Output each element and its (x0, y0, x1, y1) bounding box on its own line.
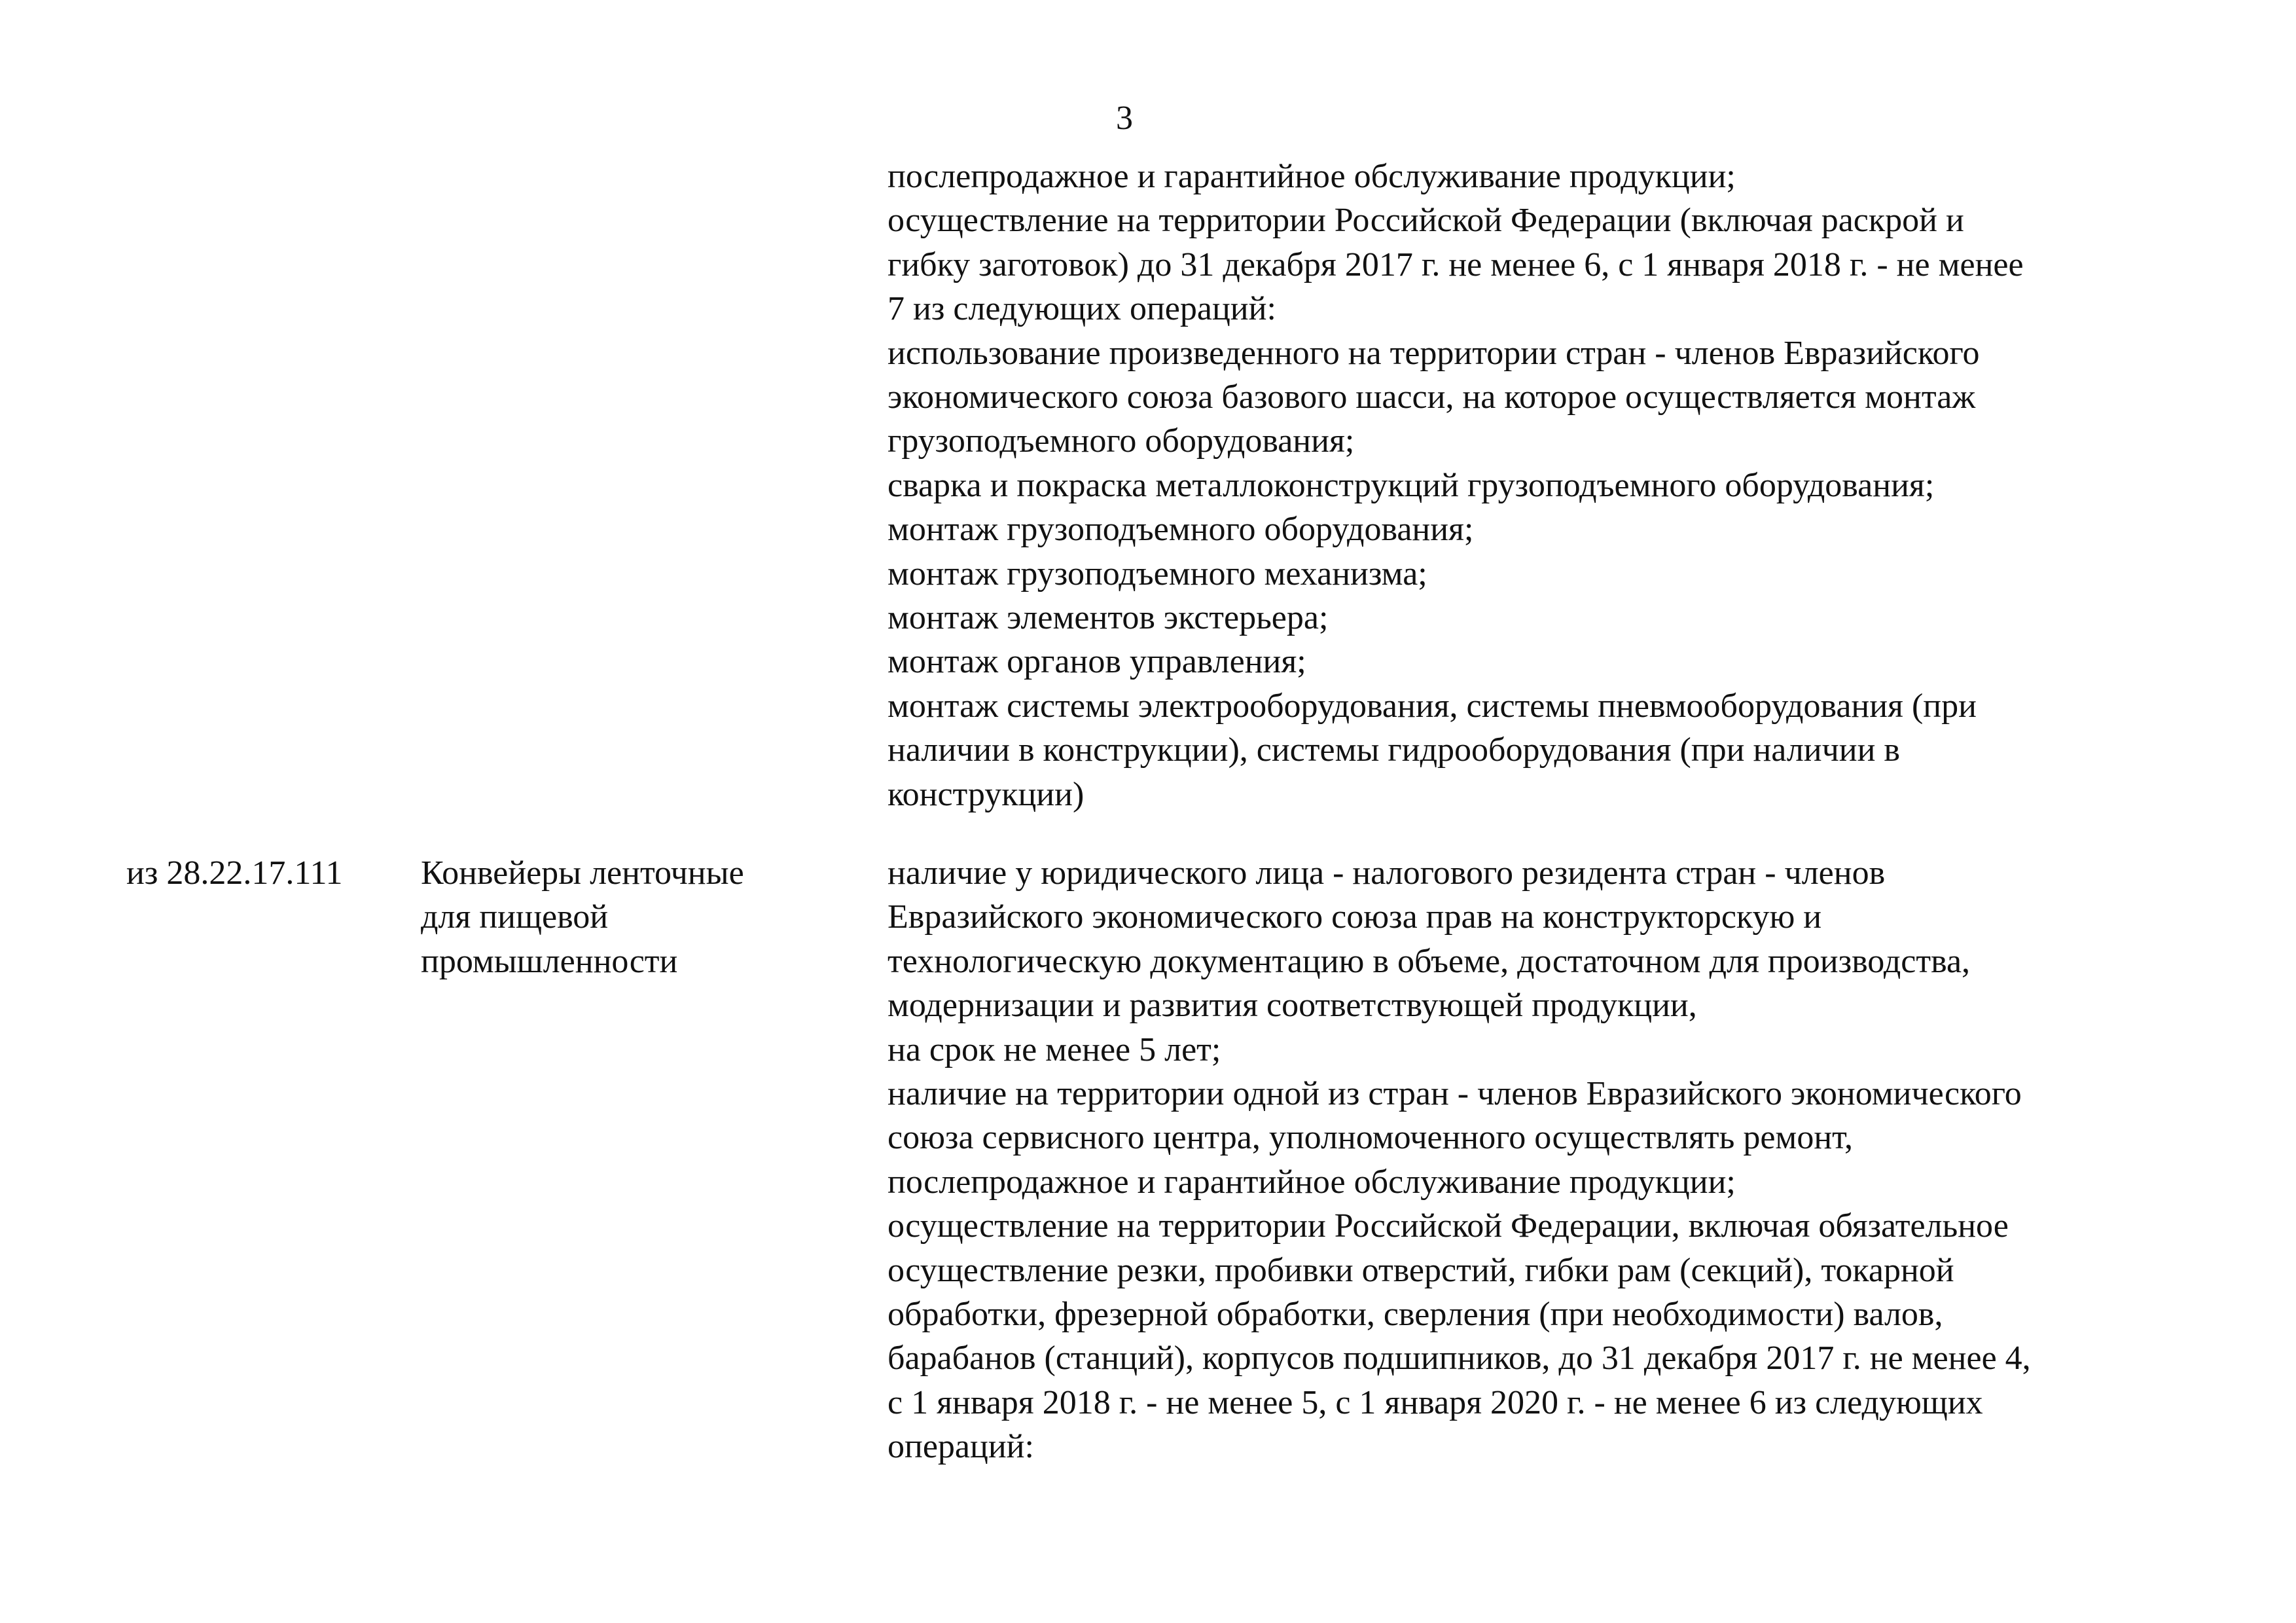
requirement-line: наличие у юридического лица - налогового резидента стран - членов (888, 854, 1886, 892)
requirement-line: монтаж органов управления; (888, 643, 1306, 681)
requirements-continuation (888, 155, 2190, 816)
requirement-line: 7 из следующих операций: (888, 290, 1276, 328)
requirement-line: осуществление на территории Российской Федерации, включая обязательное (888, 1207, 2009, 1245)
product-name (421, 851, 744, 983)
page-number: 3 (1116, 100, 1133, 137)
requirement-line: монтаж грузоподъемного оборудования; (888, 511, 1474, 549)
requirement-line: с 1 января 2018 г. - не менее 5, с 1 января 2020 г. - не менее 6 из следующих (888, 1383, 1983, 1421)
requirement-line: монтаж грузоподъемного механизма; (888, 555, 1427, 593)
requirement-line: грузоподъемного оборудования; (888, 422, 1355, 460)
requirement-line: Евразийского экономического союза прав на конструкторскую и (888, 898, 1822, 936)
requirement-line: послепродажное и гарантийное обслуживание продукции; (888, 1163, 1736, 1201)
requirement-line: наличие на территории одной из стран - членов Евразийского экономического (888, 1075, 2022, 1113)
product-name-line: для пищевой (421, 898, 609, 936)
requirement-line: экономического союза базового шасси, на которое осуществляется монтаж (888, 378, 1976, 416)
product-name-line: промышленности (421, 942, 678, 980)
requirement-line: конструкции) (888, 775, 1085, 813)
product-name-line: Конвейеры ленточные (421, 854, 744, 892)
requirement-line: монтаж элементов экстерьера; (888, 599, 1329, 637)
requirement-line: наличии в конструкции), системы гидрооборудования (при наличии в (888, 731, 1900, 769)
requirement-line: барабанов (станций), корпусов подшипников, до 31 декабря 2017 г. не менее 4, (888, 1340, 2031, 1377)
requirement-line: обработки, фрезерной обработки, сверления (при необходимости) валов, (888, 1296, 1943, 1334)
requirement-line: сварка и покраска металлоконструкций грузоподъемного оборудования; (888, 466, 1935, 504)
requirement-line: операций: (888, 1428, 1034, 1466)
requirement-line: гибку заготовок) до 31 декабря 2017 г. не менее 6, с 1 января 2018 г. - не менее (888, 246, 2024, 283)
product-code: из 28.22.17.111 (126, 854, 343, 892)
requirement-line: технологическую документацию в объеме, достаточном для производства, (888, 942, 1971, 980)
requirement-line: монтаж системы электрооборудования, системы пневмооборудования (при (888, 687, 1977, 725)
requirement-line: использование произведенного на территории стран - членов Евразийского (888, 334, 1980, 372)
requirement-line: осуществление резки, пробивки отверстий, гибки рам (секций), токарной (888, 1251, 1954, 1289)
requirement-line: послепродажное и гарантийное обслуживание продукции; (888, 158, 1736, 195)
requirement-line: осуществление на территории Российской Федерации (включая раскрой и (888, 202, 1964, 240)
requirement-line: на срок не менее 5 лет; (888, 1030, 1221, 1068)
requirement-line: союза сервисного центра, уполномоченного осуществлять ремонт, (888, 1119, 1853, 1157)
product-requirements (888, 851, 2190, 1469)
requirement-line: модернизации и развития соответствующей продукции, (888, 987, 1697, 1025)
